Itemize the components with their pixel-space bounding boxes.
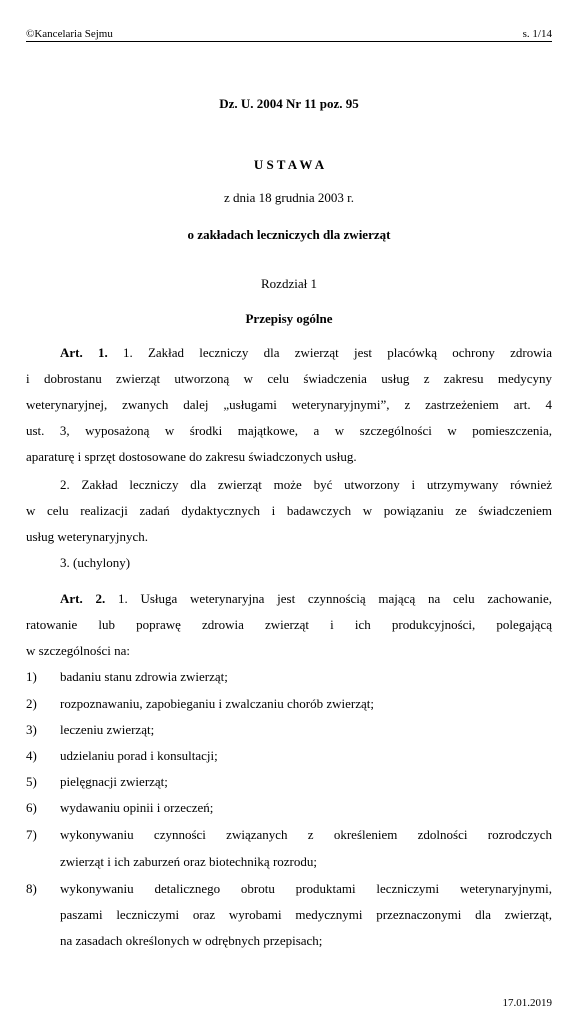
art2-label: Art. 2.: [60, 591, 106, 606]
list-item: wykonywaniu czynności związanych z określeniem zdolności rozrodczych: [60, 827, 552, 842]
art1-line-1: [26, 345, 552, 361]
list-item: wydawaniu opinii i orzeczeń;: [60, 800, 214, 815]
list-item-number: 2): [26, 696, 37, 711]
art1-p2-line-1: 2. Zakład leczniczy dla zwierząt może być utworzony i utrzymywany również: [60, 477, 552, 492]
publication-reference: Dz. U. 2004 Nr 11 poz. 95: [219, 96, 359, 111]
document-subject: o zakładach leczniczych dla zwierząt: [187, 227, 391, 242]
art2-line-2: ratowanie lub poprawę zdrowia zwierząt i ich produkcyjności, polegającą: [26, 617, 552, 632]
chapter-title: Przepisy ogólne: [245, 311, 333, 326]
list-item-number: 6): [26, 800, 37, 815]
header-page-number: s. 1/14: [522, 28, 552, 40]
art1-p3: 3. (uchylony): [60, 555, 131, 570]
list-item-number: 7): [26, 827, 37, 842]
art1-label: Art. 1.: [60, 345, 108, 360]
document-date: z dnia 18 grudnia 2003 r.: [224, 190, 354, 205]
list-item: leczeniu zwierząt;: [60, 722, 155, 737]
art1-line-2: i dobrostanu zwierząt utworzoną w celu świadczenia usług z zakresu medycyny: [26, 371, 552, 386]
art2-line-1: [26, 591, 552, 607]
list-item-number: 3): [26, 722, 37, 737]
document-type: U S T A W A: [253, 157, 325, 172]
art2-intro-text: 1. Usługa weterynaryjna jest czynnością mającą na celu zachowanie,: [105, 591, 552, 606]
list-item: rozpoznawaniu, zapobieganiu i zwalczaniu chorób zwierząt;: [60, 696, 375, 711]
art1-p2-line-2: w celu realizacji zadań dydaktycznych i badawczych w powiązaniu ze świadczeniem: [26, 503, 552, 518]
art1-line-4: ust. 3, wyposażoną w środki majątkowe, a w szczególności w pomieszczenia,: [26, 423, 552, 438]
footer-date: 17.01.2019: [502, 997, 552, 1009]
chapter-number: Rozdział 1: [261, 276, 317, 291]
list-item: pielęgnacji zwierząt;: [60, 774, 168, 789]
list-item: badaniu stanu zdrowia zwierząt;: [60, 669, 228, 684]
list-item: wykonywaniu detalicznego obrotu produktami leczniczymi weterynaryjnymi,: [60, 881, 552, 896]
page-header: [26, 27, 552, 42]
list-item-continuation: zwierząt i ich zaburzeń oraz biotechniką rozrodu;: [60, 854, 317, 869]
art1-line-5: aparaturę i sprzęt dostosowane do zakresu świadczonych usług.: [26, 449, 357, 464]
art1-p2-line-3: usług weterynaryjnych.: [26, 529, 149, 544]
list-item: udzielaniu porad i konsultacji;: [60, 748, 218, 763]
list-item-number: 4): [26, 748, 37, 763]
list-item-continuation: paszami leczniczymi oraz wyrobami medycznymi przeznaczonymi dla zwierząt,: [60, 907, 552, 922]
art1-p1-text: 1. Zakład leczniczy dla zwierząt jest placówką ochrony zdrowia: [107, 345, 552, 360]
list-item-continuation: na zasadach określonych w odrębnych przepisach;: [60, 933, 323, 948]
art1-line-3: weterynaryjnej, zwanych dalej „usługami weterynaryjnymi”, z zastrzeżeniem art. 4: [26, 397, 552, 412]
list-item-number: 5): [26, 774, 37, 789]
list-item-number: 1): [26, 669, 37, 684]
header-source: ©Kancelaria Sejmu: [26, 28, 113, 40]
list-item-number: 8): [26, 881, 37, 896]
art2-line-3: w szczególności na:: [26, 643, 130, 658]
